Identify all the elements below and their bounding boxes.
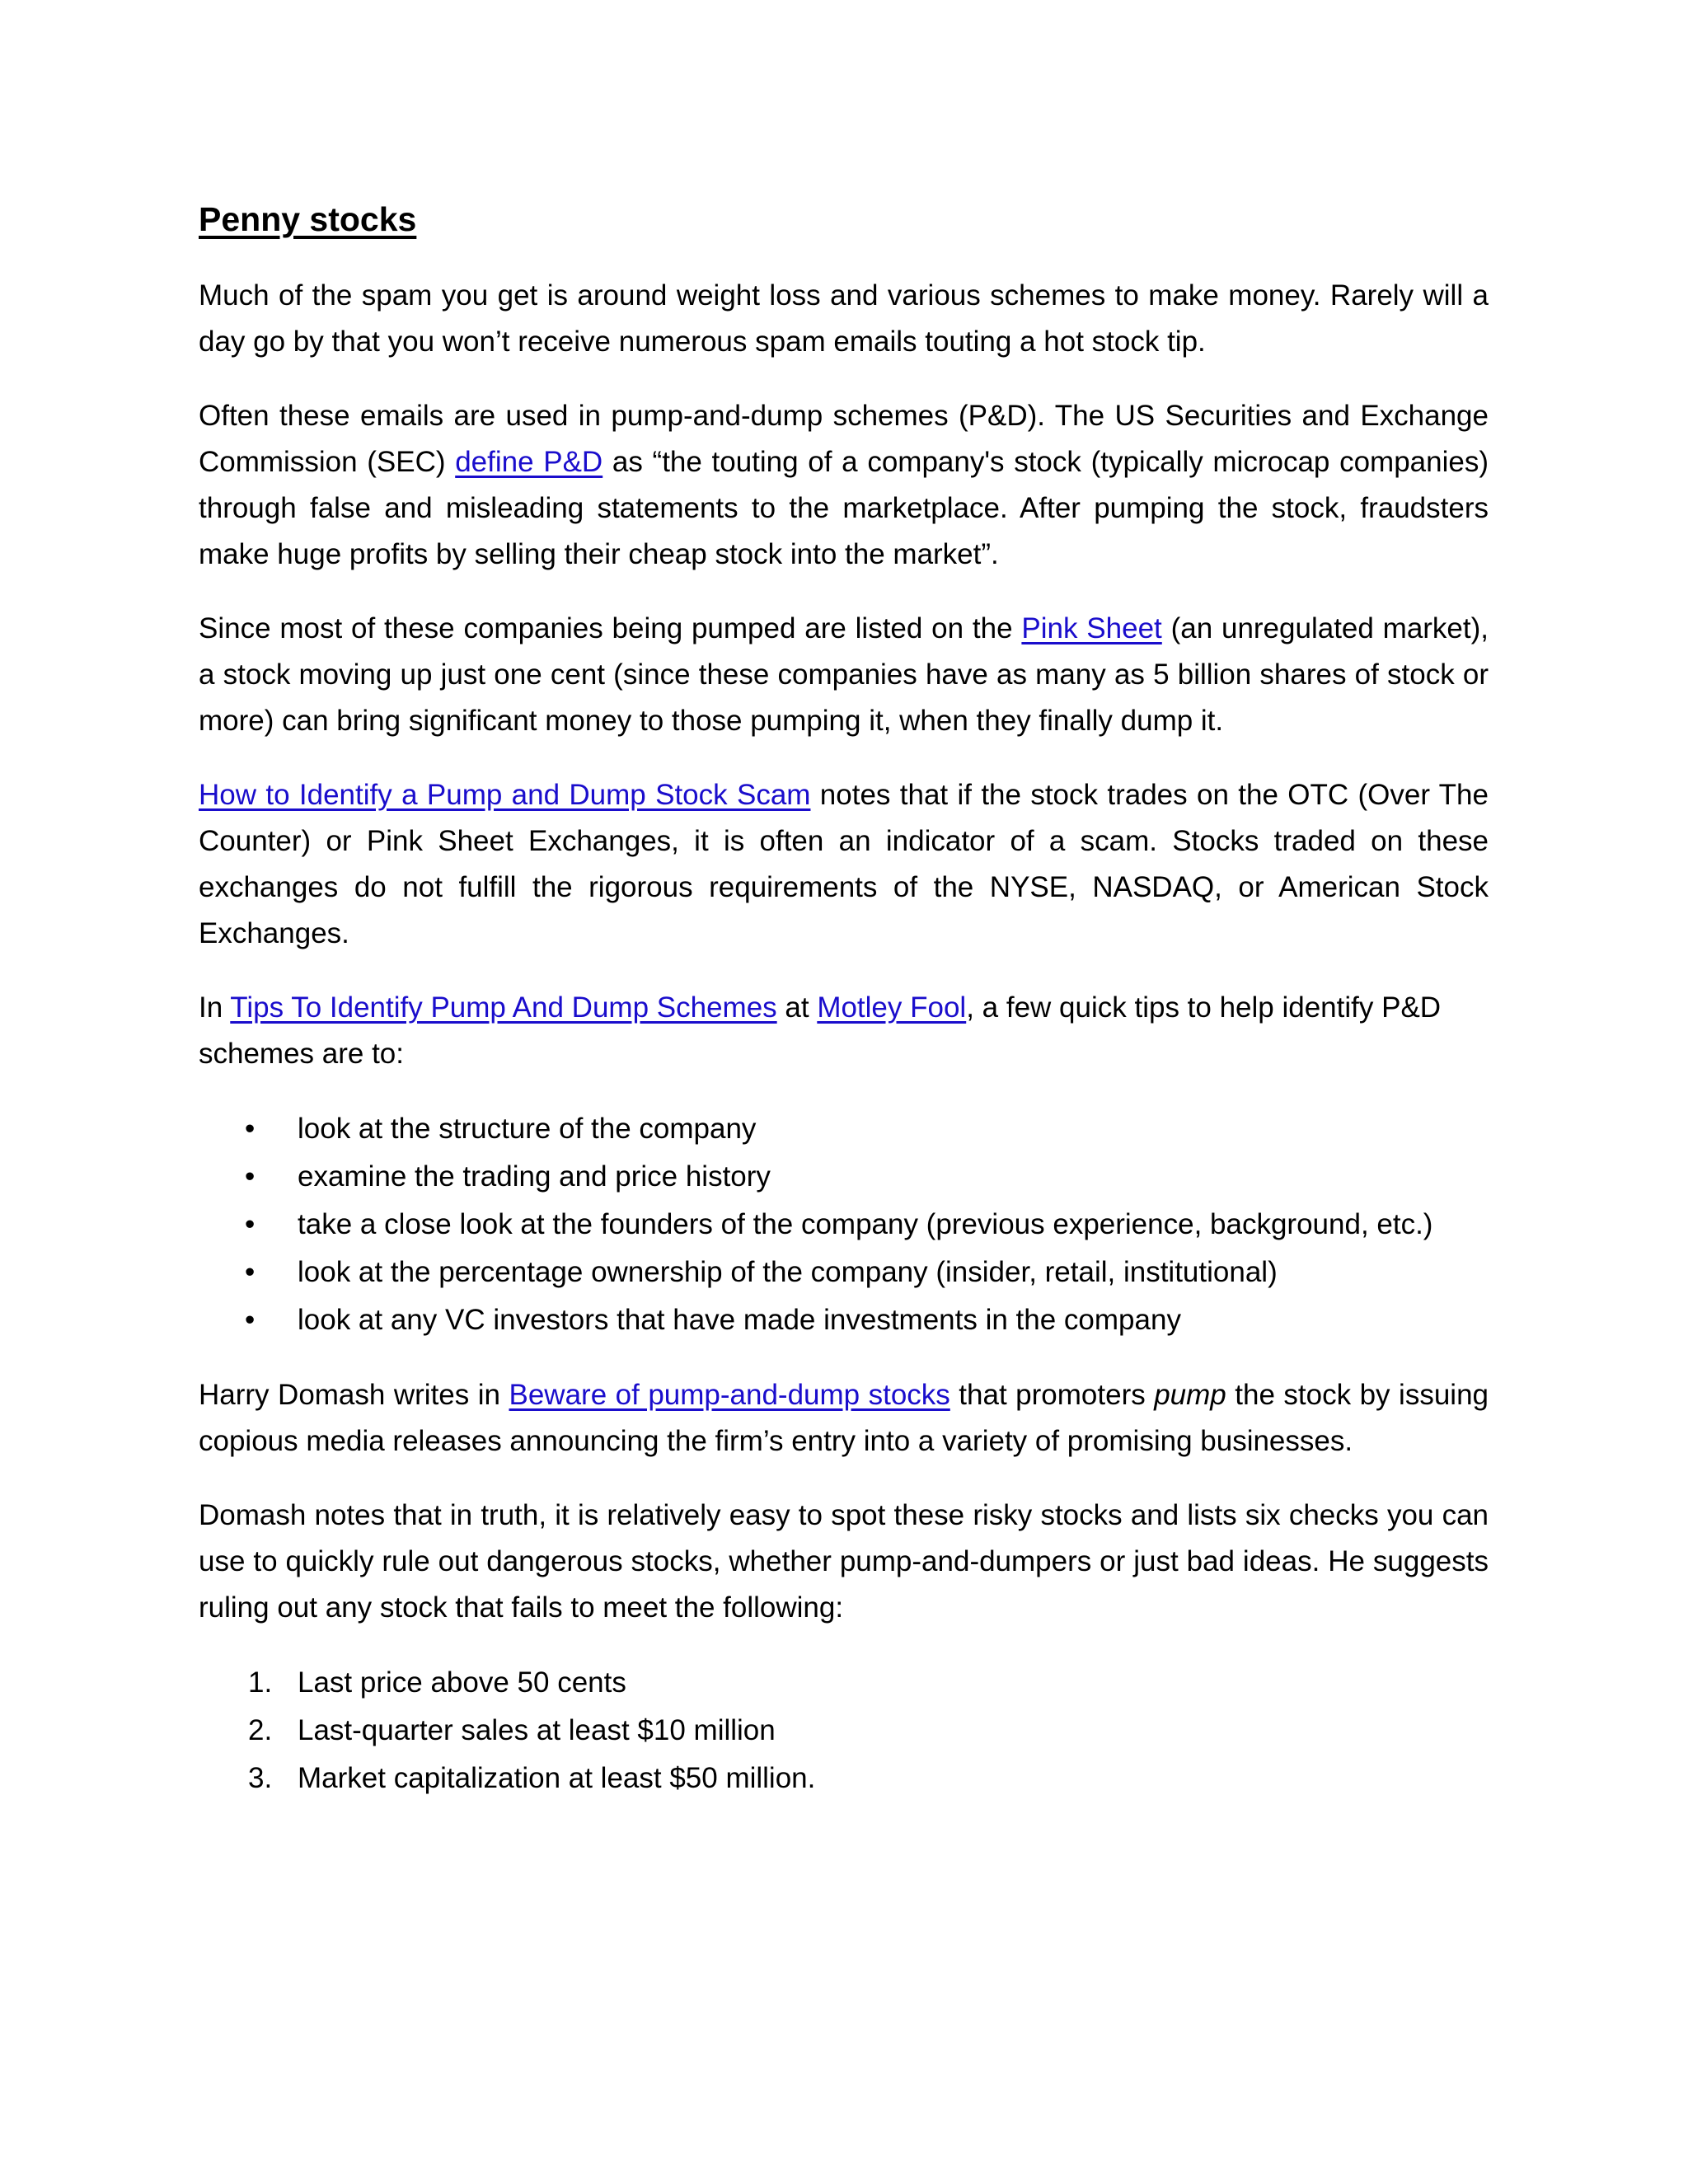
list-item-text: Last-quarter sales at least $10 million <box>298 1714 776 1747</box>
paragraph-text: Often these emails are used in pump-and-dump schemes (P&D). The US Securities and Exchange Commission (SEC) <box>199 400 1489 479</box>
paragraph-text: that promoters <box>950 1379 1155 1412</box>
domash-paragraph <box>199 1372 1489 1465</box>
list-item <box>245 1296 1489 1344</box>
motley-fool-link[interactable]: Motley Fool <box>817 991 967 1024</box>
list-item-text: examine the trading and price history <box>298 1160 771 1193</box>
bullet-icon: • <box>245 1160 256 1193</box>
list-item <box>248 1707 1489 1755</box>
motley-fool-paragraph <box>199 985 1489 1077</box>
paragraph-text: Since most of these companies being pumped are listed on the <box>199 612 1022 645</box>
identify-scam-link[interactable]: How to Identify a Pump and Dump Stock Scam <box>199 779 811 812</box>
list-item <box>245 1153 1489 1201</box>
paragraph-text: as “the touting of a company's stock (typically microcap companies) through false and misleading statements to the marketplace. After pumping the stock, fraudsters make huge profits by selling their cheap stock into the market”. <box>199 446 1489 571</box>
page-title: Penny stocks <box>199 200 417 238</box>
paragraph-text: Harry Domash writes in <box>199 1379 509 1412</box>
list-item-text: look at any VC investors that have made investments in the company <box>298 1304 1181 1337</box>
bullet-icon: • <box>245 1304 256 1337</box>
bullet-icon: • <box>245 1113 256 1146</box>
paragraph-text: at <box>776 991 818 1024</box>
define-pd-link[interactable]: define P&D <box>455 446 603 479</box>
list-item <box>245 1249 1489 1296</box>
document-body <box>199 198 1489 1802</box>
list-item-text: take a close look at the founders of the company (previous experience, background, etc.) <box>298 1208 1433 1241</box>
paragraph-text: the stock by issuing copious media releases announcing the firm’s entry into a variety of promising businesses. <box>199 1379 1489 1458</box>
domash-checks-paragraph: Domash notes that in truth, it is relatively easy to spot these risky stocks and lists six checks you can use to quickly rule out dangerous stocks, whether pump-and-dumpers or just bad ideas. He suggests ruling out any stock that fails to meet the following: <box>199 1499 1489 1624</box>
list-item <box>245 1105 1489 1153</box>
bullet-icon: • <box>245 1208 256 1241</box>
list-number: 3. <box>248 1762 273 1795</box>
list-number: 1. <box>248 1666 273 1699</box>
list-number: 2. <box>248 1714 273 1747</box>
pump-dump-definition-paragraph <box>199 393 1489 578</box>
list-item-text: look at the structure of the company <box>298 1113 757 1146</box>
bullet-icon: • <box>245 1256 256 1289</box>
intro-paragraph: Much of the spam you get is around weight loss and various schemes to make money. Rarely will a day go by that you won’t receive numerous spam emails touting a hot stock tip. <box>199 279 1489 359</box>
paragraph-text: notes that if the stock trades on the OTC (Over The Counter) or Pink Sheet Exchanges, it is often an indicator of a scam. Stocks traded on these exchanges do not fulfill the rigorous requirements of the NYSE, NASDAQ, or American Stock Exchanges. <box>199 779 1489 950</box>
tips-identify-link[interactable]: Tips To Identify Pump And Dump Schemes <box>230 991 777 1024</box>
pink-sheet-paragraph <box>199 606 1489 744</box>
list-item <box>248 1755 1489 1802</box>
list-item <box>245 1201 1489 1249</box>
paragraph-text: (an unregulated market), a stock moving up just one cent (since these companies have as many as 5 billion shares of stock or more) can bring significant money to those pumping it, when they finally dump it. <box>199 612 1489 738</box>
list-item-text: Last price above 50 cents <box>298 1666 626 1699</box>
paragraph-text: , a few quick tips to help identify P&D schemes are to: <box>199 991 1442 1071</box>
tips-list <box>199 1105 1489 1344</box>
identify-scam-paragraph <box>199 772 1489 957</box>
checks-list <box>199 1659 1489 1802</box>
list-item-text: Market capitalization at least $50 million. <box>298 1762 816 1795</box>
beware-pump-dump-link[interactable]: Beware of pump-and-dump stocks <box>509 1379 950 1412</box>
emphasis-text: pump <box>1154 1379 1226 1412</box>
paragraph-text: In <box>199 991 231 1024</box>
list-item-text: look at the percentage ownership of the company (insider, retail, institutional) <box>298 1256 1278 1289</box>
list-item <box>248 1659 1489 1707</box>
pink-sheet-link[interactable]: Pink Sheet <box>1021 612 1162 645</box>
